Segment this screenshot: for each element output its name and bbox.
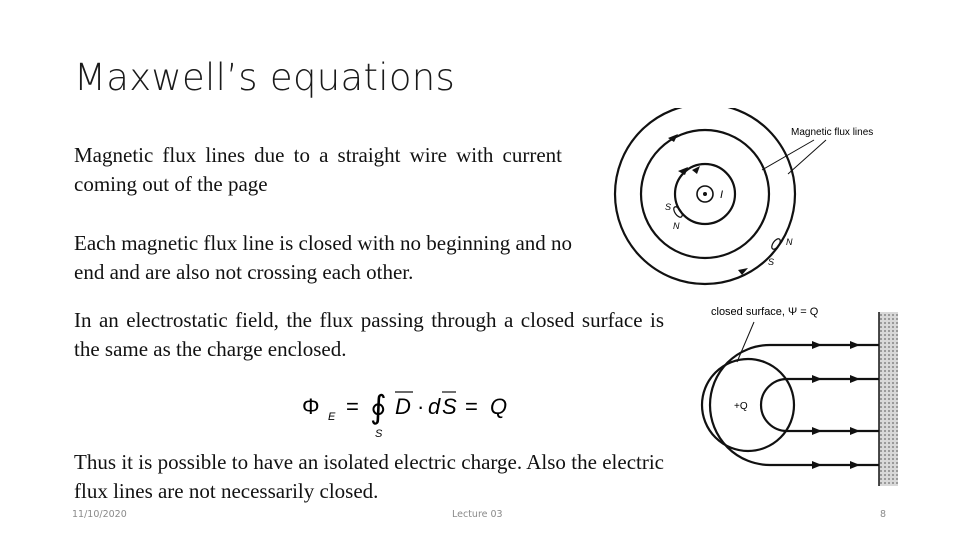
eq-integral-subscript: S	[375, 428, 383, 440]
charge-label: +Q	[734, 401, 748, 412]
paragraph-magnetic-flux-lines: Magnetic flux lines due to a straight wire with current coming out of the page	[74, 143, 562, 196]
closed-surface-leader	[737, 322, 754, 362]
arrow-e1-icon	[812, 341, 822, 349]
eq-vector-d: D	[395, 394, 411, 419]
flux-line-inner	[761, 379, 879, 431]
leader-line-2	[788, 140, 826, 174]
footer-lecture: Lecture 03	[452, 509, 503, 520]
pole-n-inner: N	[673, 221, 680, 231]
slide-title: Maxwell’s equations	[74, 56, 456, 99]
eq-equals-2: =	[465, 394, 478, 419]
gauss-law-equation	[296, 380, 536, 446]
current-out-of-page-dot	[703, 192, 707, 196]
closed-surface-label: closed surface, Ψ = Q	[711, 306, 819, 318]
pole-n-outer: N	[786, 237, 793, 247]
conducting-plate	[879, 312, 898, 486]
eq-phi: Φ	[302, 394, 320, 419]
paragraph-isolated-charge: Thus it is possible to have an isolated electric charge. Also the electric flux lines are not necessarily closed.	[74, 450, 664, 503]
electric-flux-figure	[700, 298, 904, 490]
eq-d: d	[428, 394, 441, 419]
arrow-e3-icon	[812, 427, 822, 435]
arrow-e6-icon	[850, 375, 860, 383]
arrow-e8-icon	[850, 461, 860, 469]
leader-line-1	[762, 140, 814, 170]
arrow-e5-icon	[850, 341, 860, 349]
pole-s-outer: S	[768, 257, 775, 267]
eq-equals-1: =	[346, 394, 359, 419]
paragraph-closed-flux-lines: Each magnetic flux line is closed with no beginning and no end and are also not crossing each other.	[74, 231, 573, 284]
arrow-e7-icon	[850, 427, 860, 435]
eq-q: Q	[490, 394, 508, 419]
arrow-e4-icon	[812, 461, 822, 469]
pole-s-inner: S	[665, 202, 672, 212]
arrow-middle-icon	[678, 167, 688, 175]
footer-page-number: 8	[880, 509, 887, 520]
eq-dot: ·	[417, 394, 425, 419]
gaussian-surface-circle	[702, 359, 794, 451]
magnetic-flux-lines-label: Magnetic flux lines	[791, 127, 874, 138]
eq-closed-integral: ∮	[370, 389, 387, 425]
paragraph-electrostatic-flux: In an electrostatic field, the flux passing through a closed surface is the same as the charge enclosed.	[74, 308, 664, 361]
arrow-e2-icon	[812, 375, 822, 383]
footer-date: 11/10/2020	[72, 509, 127, 520]
eq-phi-subscript: E	[328, 411, 336, 423]
current-label: I	[720, 189, 724, 201]
magnetic-flux-figure	[608, 108, 908, 288]
eq-vector-s: S	[442, 394, 457, 419]
